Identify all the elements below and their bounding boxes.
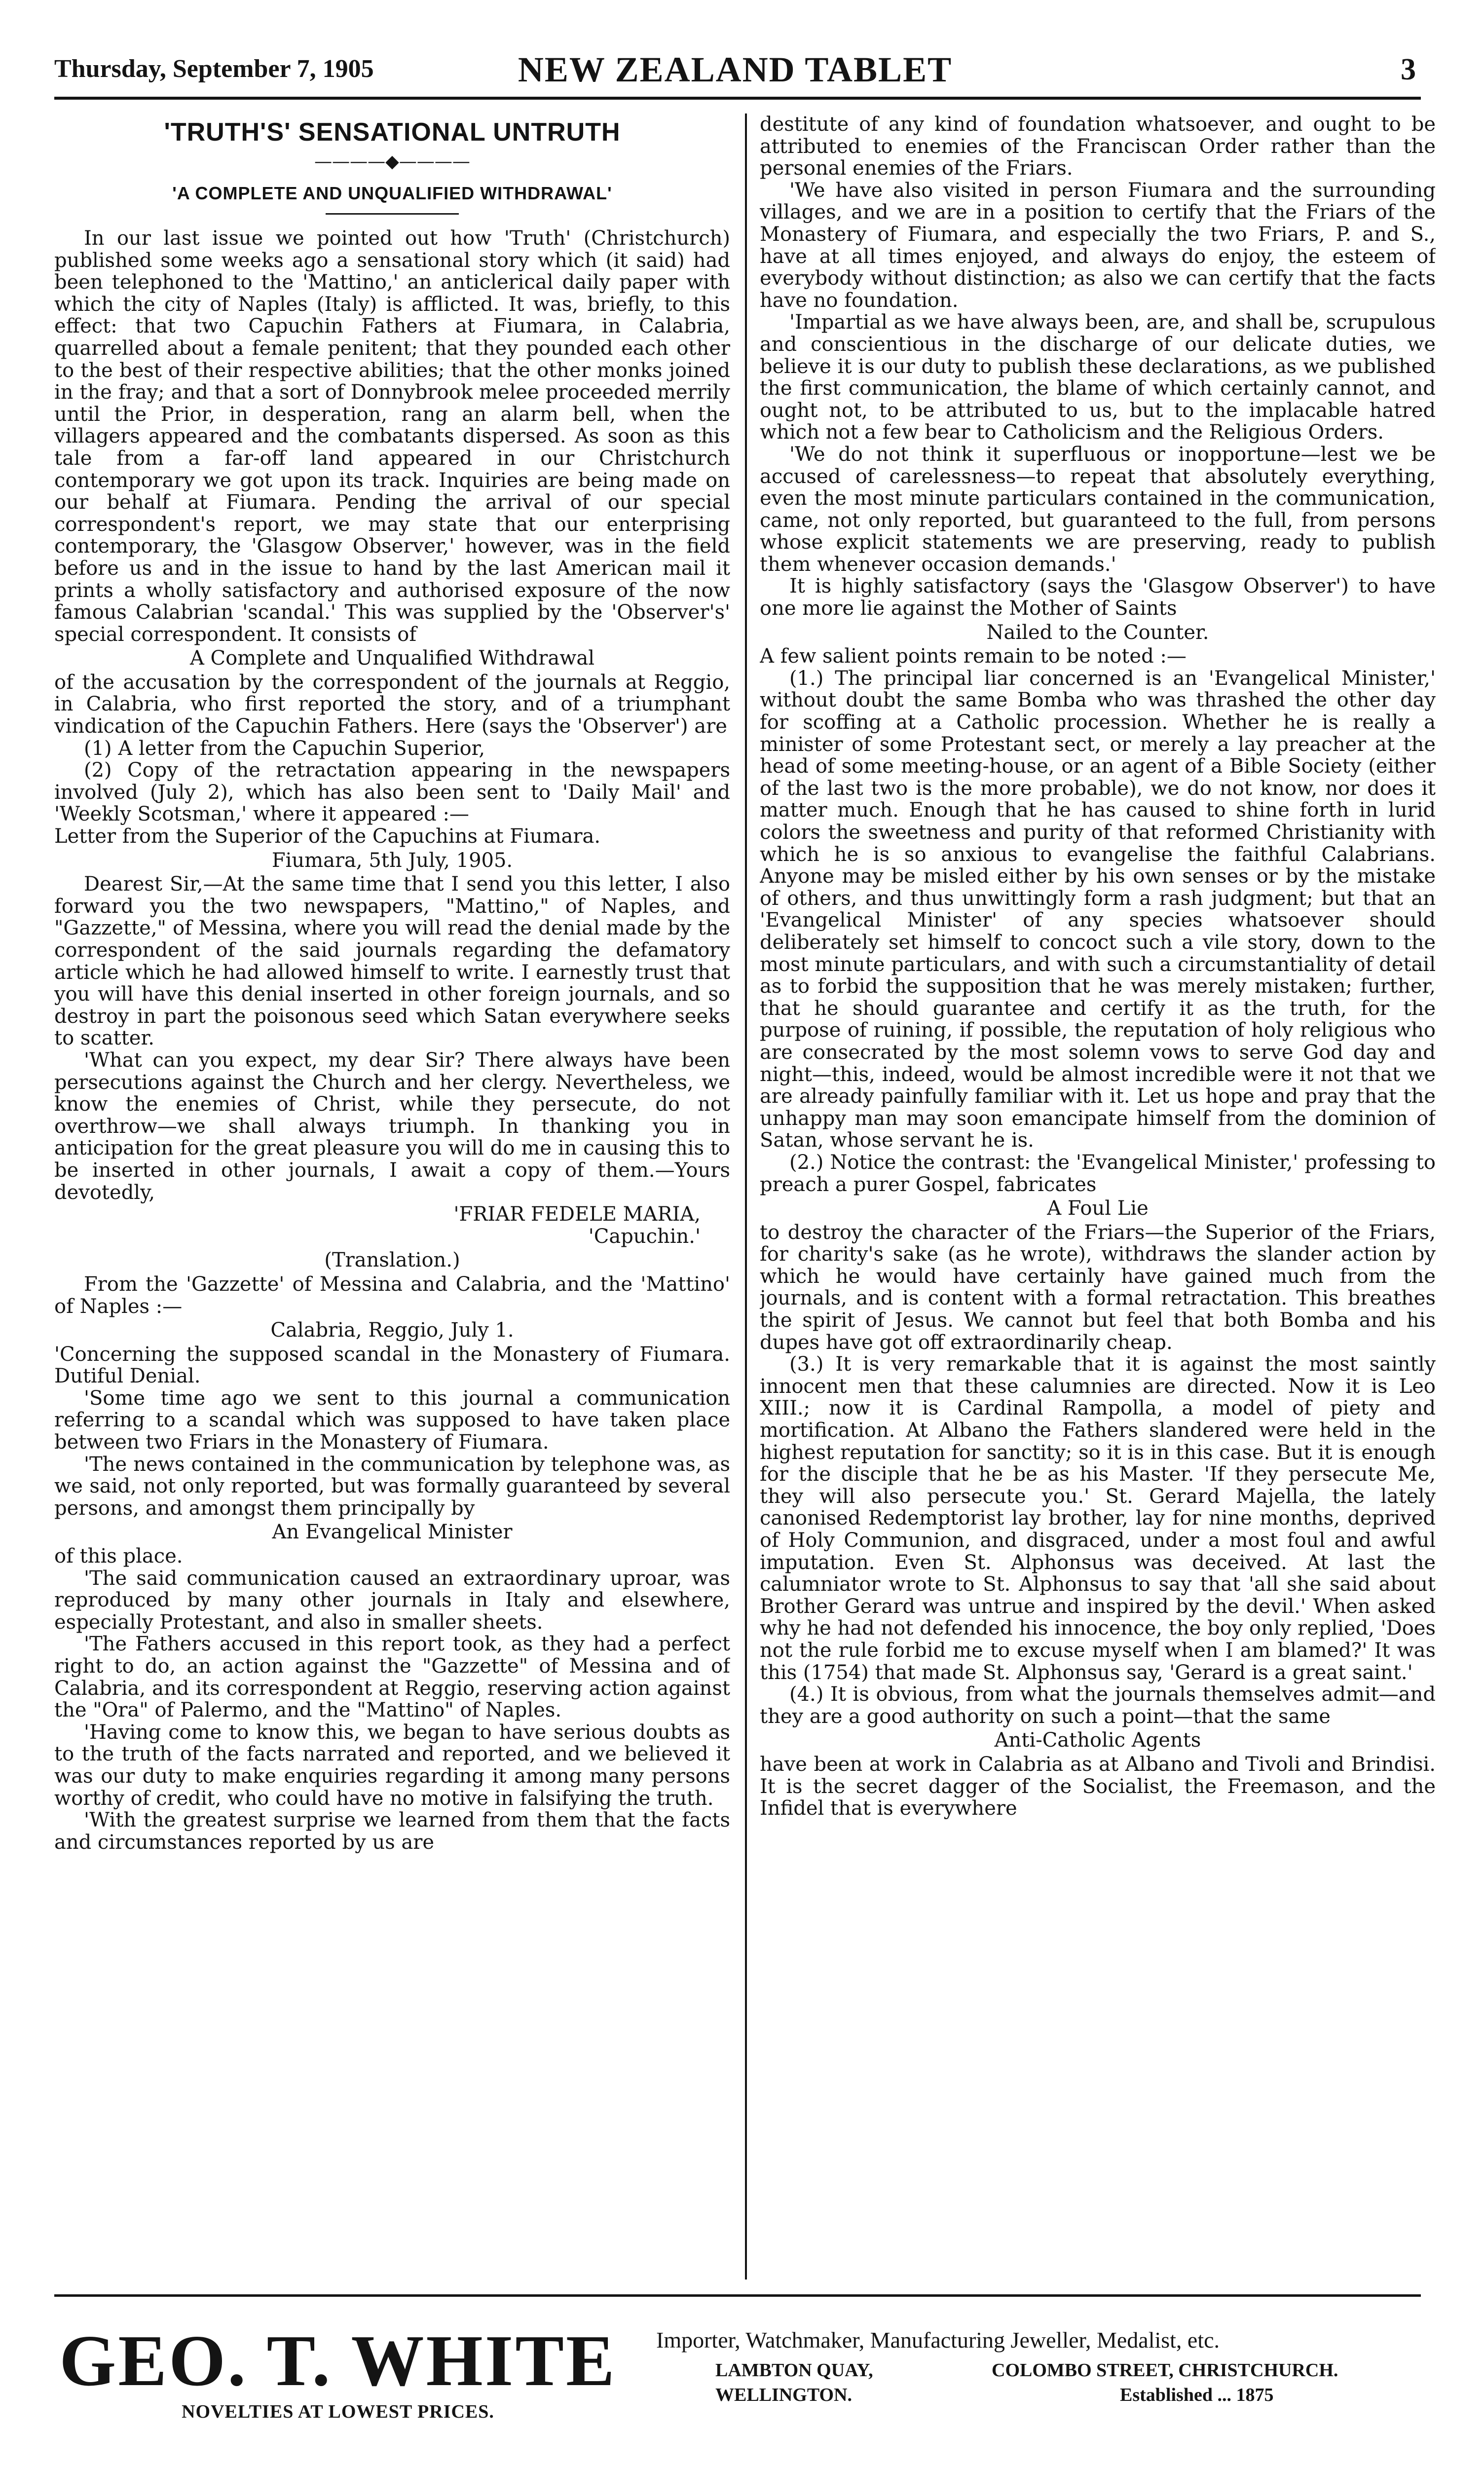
paragraph: Dearest Sir,—At the same time that I send you this letter, I also forward you the two newspapers, "Mattino," of Naples, and "Gazzette," of Messina, where you will read the denial made by the correspondent of the said journals regarding the defamatory article which he had allowed himself to write. I earnestly trust that you will have this denial inserted in other foreign journals, and so destroy in part the poisonous seed which Satan everywhere seeks to scatter. [54,873,730,1050]
paragraph: 'We do not think it superfluous or inopportune—lest we be accused of carelessness—to repeat that absolutely everything, even the most minute particulars contained in the communication, came, not only reported, but guaranteed to the full, from persons whose explicit statements we are preserving, ready to publish them whenever occasion demands.' [760,443,1436,576]
paragraph: (1) A letter from the Capuchin Superior, [84,737,485,760]
advertisement [54,2309,1421,2457]
subhead-divider [326,213,459,215]
section-heading: Nailed to the Counter. [986,621,1209,644]
headline-ornament: ————◆———— [314,151,470,172]
column-divider [745,113,747,2280]
paragraph: A few salient points remain to be noted :— [760,645,1187,668]
paragraph: 'Impartial as we have always been, are, and shall be, scrupulous and conscientious in the discharge of our delicate duties, we believe it is our duty to publish these declarations, as we published the first communication, the blame of which certainly cannot, and ought not, to be attributed to us, but to the implacable hatred which not a few bear to Catholicism and the Religious Orders. [760,311,1436,444]
article-headline: 'TRUTH'S' SENSATIONAL UNTRUTH [164,118,621,147]
advertiser-address-christchurch: COLOMBO STREET, CHRISTCHURCH. [992,2360,1338,2381]
article-subhead: 'A COMPLETE AND UNQUALIFIED WITHDRAWAL' [172,183,612,203]
paragraph: (2.) Notice the contrast: the 'Evangelical Minister,' professing to preach a purer Gospel, fabricates [760,1151,1436,1196]
paragraph: (4.) It is obvious, from what the journals themselves admit—and they are a good authority on such a point—that the same [760,1683,1436,1728]
paragraph: 'Concerning the supposed scandal in the Monastery of Fiumara. Dutiful Denial. [54,1343,730,1388]
advertiser-established: Established ... 1875 [1120,2385,1274,2405]
paragraph: (3.) It is very remarkable that it is against the most saintly innocent men that these calumnies are directed. Now it is Leo XIII.; now it is Cardinal Rampolla, a model of piety and mortification. At Albano the Fathers slandered were held in the highest reputation for sanctity; so it is in this case. But it is enough for the disciple that he be as his Master. 'If they persecute Me, they will also persecute you.' St. Gerard Majella, the lately canonised Redemptorist lay brother, lay for nine months, deprived of Holy Communion, and disgraced, under a most foul and awful imputation. Even St. Alphonsus was deceived. At last the calumniator wrote to St. Alphonsus to say that 'all she said about Brother Gerard was untrue and inspired by the devil.' When asked why he had not defended his innocence, the boy only replied, 'Does not the rule forbid me to excuse myself when I am blamed?' It was this (1754) that made St. Alphonsus say, 'Gerard is a great saint.' [760,1353,1436,1684]
newspaper-title: NEW ZEALAND TABLET [518,50,953,89]
section-heading: A Complete and Unqualified Withdrawal [189,647,595,670]
paragraph: (2) Copy of the retractation appearing in the newspapers involved (July 2), which has also been sent to 'Daily Mail' and 'Weekly Scotsman,' where it appeared :— [54,759,730,826]
advertisement-rule [54,2294,1421,2297]
paragraph: 'Some time ago we sent to this journal a communication referring to a scandal which was supposed to have taken place between two Friars in the Monastery of Fiumara. [54,1386,730,1454]
issue-date: Thursday, September 7, 1905 [54,55,374,83]
paragraph: have been at work in Calabria as at Albano and Tivoli and Brindisi. It is the secret dagger of the Socialist, the Freemason, and the Infidel that is everywhere [760,1753,1436,1820]
left-column-body [54,227,730,1853]
section-heading: Fiumara, 5th July, 1905. [271,849,513,872]
paragraph: In our last issue we pointed out how 'Truth' (Christchurch) published some weeks ago a sensational story which (it said) had been telephoned to the 'Mattino,' an anticlerical daily paper with which the city of Naples (Italy) is afflicted. It was, briefly, to this effect: that two Capuchin Fathers at Fiumara, in Calabria, quarrelled about a female penitent; that they pounded each other to the best of their respective abilities; that the other monks joined in the fray; and that a sort of Donnybrook melee proceeded merrily until the Prior, in desperation, rang an alarm bell, when the villagers appeared and the combatants dispersed. As soon as this tale from a far-off land appeared in our Christchurch contemporary we got upon its track. Inquiries are being made on our behalf at Fiumara. Pending the arrival of our special correspondent's report, we may state that our enterprising contemporary, the 'Glasgow Observer,' however, was in the field before us and in the issue to hand by the last American mail it prints a wholly satisfactory and authorised exposure of the now famous Calabrian 'scandal.' This was supplied by the 'Observer's' special correspondent. It consists of [54,227,730,646]
paragraph: of this place. [54,1545,183,1568]
section-heading: A Foul Lie [1047,1197,1149,1220]
advertiser-description: Importer, Watchmaker, Manufacturing Jeweller, Medalist, etc. [656,2327,1220,2353]
section-heading: (Translation.) [324,1249,460,1272]
paragraph: 'The news contained in the communication by telephone was, as we said, not only reported, but was formally guaranteed by several persons, and amongst them principally by [54,1453,730,1520]
advertiser-name: GEO. T. WHITE [59,2320,617,2401]
section-heading: Calabria, Reggio, July 1. [270,1319,514,1342]
page-number: 3 [1401,53,1416,86]
paragraph: to destroy the character of the Friars—the Superior of the Friars, for charity's sake (as he wrote), withdraws the slander action by which he would have certainly have gained much from the journals, and is content with a formal retractation. This breathes the spirit of Jesus. We cannot but feel that both Bomba and his dupes have got off extraordinarily cheap. [760,1221,1436,1354]
signature-line: 'FRIAR FEDELE MARIA, [453,1203,701,1226]
paragraph: Letter from the Superior of the Capuchins at Fiumara. [54,825,601,848]
article-column-right [760,113,1436,2275]
paragraph: 'What can you expect, my dear Sir? There always have been persecutions against the Church and her clergy. Nevertheless, we know the enemies of Christ, while they persecute, do not overthrow—we shall always triumph. In thanking you in anticipation for the great pleasure you will do me in causing this to be inserted in other journals, I await a copy of them.—Yours devotedly, [54,1048,730,1204]
advertiser-city: WELLINGTON. [715,2385,852,2405]
masthead [54,49,1416,92]
paragraph: 'The said communication caused an extraordinary uproar, was reproduced by many other journals in Italy and elsewhere, especially Protestant, and also in smaller sheets. [54,1567,730,1634]
paragraph: It is highly satisfactory (says the 'Glasgow Observer') to have one more lie against the Mother of Saints [760,575,1436,620]
right-column-body [760,113,1436,1820]
paragraph: destitute of any kind of foundation whatsoever, and ought to be attributed to enemies of the Franciscan Order rather than the personal enemies of the Friars. [760,113,1436,180]
section-heading: An Evangelical Minister [272,1521,513,1544]
section-heading: Anti-Catholic Agents [994,1729,1201,1752]
paragraph: (1.) The principal liar concerned is an 'Evangelical Minister,' without doubt the same Bomba who was thrashed the other day for scoffing at a Catholic procession. Whether he is really a minister of some Protestant sect, or merely a lay preacher at the head of some meeting-house, or an agent of a Bible Society (either of the last two is the more probable), we do not know, nor does it matter much. Enough that he has caused to shine forth in lurid colors the sweetness and purity of that reformed Christianity with which he is so anxious to evangelise the faithful Calabrians. Anyone may be misled either by his own senses or by the mistake of others, and thus unwittingly form a rash judgment; but that an 'Evangelical Minister' of any species whatsoever should deliberately set himself to concoct such a vile story, down to the most minute particulars, and with such a circumstantiality of detail as to forbid the supposition that he was merely mistaken; further, that he should guarantee and certify it as the truth, for the purpose of ruining, if possible, the reputation of holy religious who are consecrated by the most solemn vows to serve God day and night—this, indeed, would be almost incredible were it not that we are already painfully familiar with it. Let us hope and pray that the unhappy man may soon emancipate himself from the dominion of Satan, whose servant he is. [760,667,1436,1152]
advertiser-address-wellington: LAMBTON QUAY, [715,2360,873,2381]
advertiser-tagline: NOVELTIES AT LOWEST PRICES. [182,2401,494,2422]
signature-line: 'Capuchin.' [588,1225,701,1248]
paragraph: 'Having come to know this, we began to have serious doubts as to the truth of the facts narrated and reported, and we believed it was our duty to make enquiries regarding it among many persons worthy of credit, who could have no motive in falsifying the truth. [54,1720,730,1810]
masthead-rule [54,97,1421,100]
paragraph: 'With the greatest surprise we learned from them that the facts and circumstances reported by us are [54,1809,730,1854]
article-column-left [54,113,730,2275]
paragraph: of the accusation by the correspondent of the journals at Reggio, in Calabria, who first reported the story, and of a triumphant vindication of the Capuchin Fathers. Here (says the 'Observer') are [54,671,730,738]
paragraph: From the 'Gazzette' of Messina and Calabria, and the 'Mattino' of Naples :— [54,1272,730,1318]
paragraph: 'We have also visited in person Fiumara and the surrounding villages, and we are in a position to certify that the Friars of the Monastery of Fiumara, and especially the two Friars, P. and S., have at all times enjoyed, and always do enjoy, the esteem of everybody without distinction; as also we can certify that the facts have no foundation. [760,179,1436,312]
paragraph: 'The Fathers accused in this report took, as they had a perfect right to do, an action against the "Gazzette" of Messina and of Calabria, and its correspondent at Reggio, reserving action against the "Ora" of Palermo, and the "Mattino" of Naples. [54,1633,730,1722]
